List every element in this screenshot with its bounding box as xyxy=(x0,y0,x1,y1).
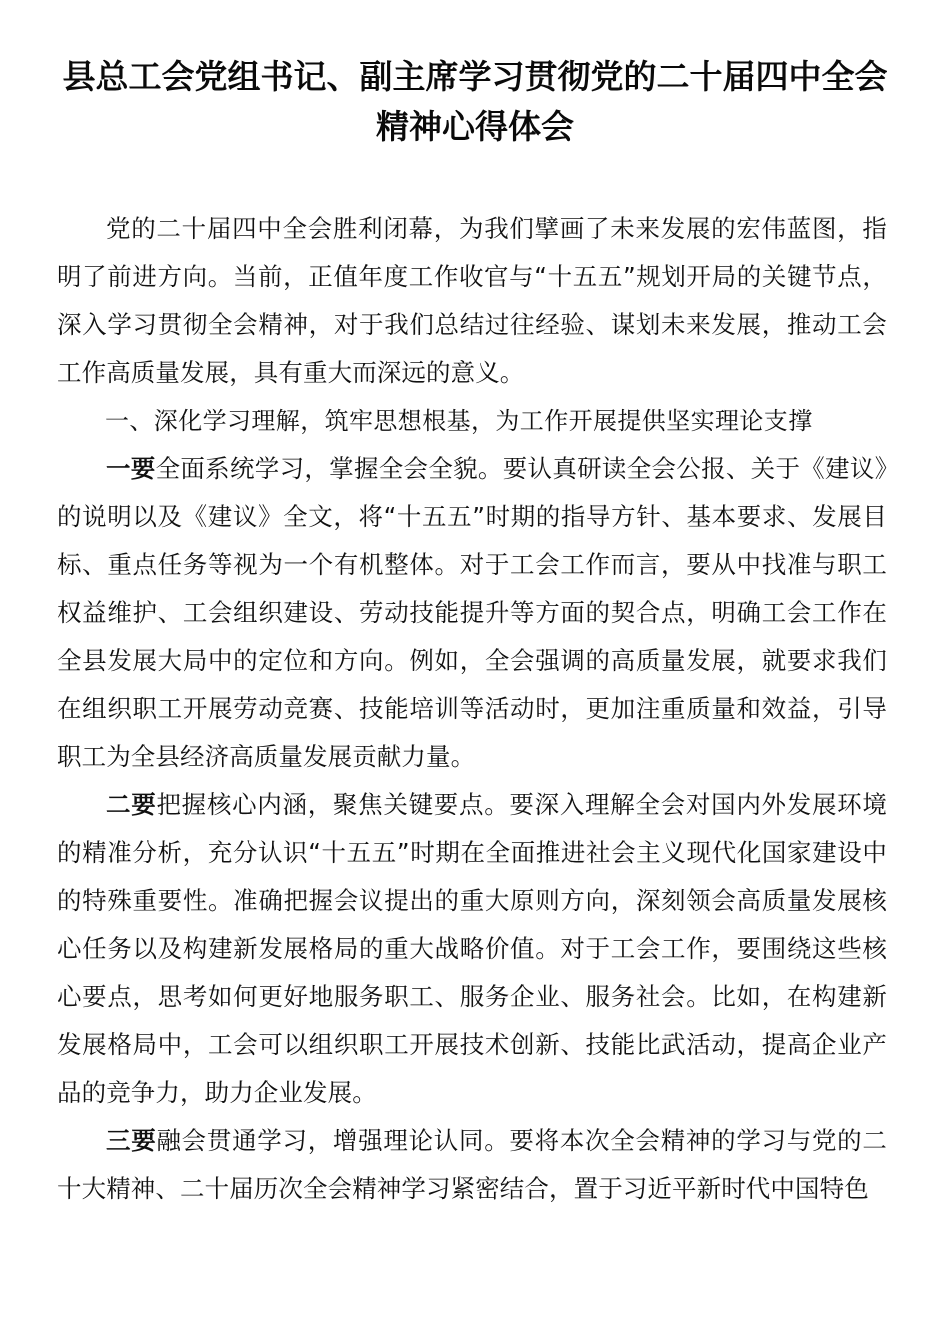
paragraph-point-2 xyxy=(57,781,887,1117)
document-body xyxy=(57,205,887,1213)
point-3-lead: 三要 xyxy=(106,1126,157,1155)
paragraph-opening: 党的二十届四中全会胜利闭幕，为我们擘画了未来发展的宏伟蓝图，指明了前进方向。当前，正值年度工作收官与“十五五”规划开局的关键节点，深入学习贯彻全会精神，对于我们总结过往经验、谋划未来发展，推动工会工作高质量发展，具有重大而深远的意义。 xyxy=(57,214,887,387)
point-2-lead: 二要 xyxy=(106,790,157,819)
section-heading-1: 一、深化学习理解，筑牢思想根基，为工作开展提供坚实理论支撑 xyxy=(105,407,813,435)
paragraph-point-3 xyxy=(57,1117,887,1213)
paragraph-point-1 xyxy=(57,445,887,781)
point-1-body: 全面系统学习，掌握全会全貌。要认真研读全会公报、关于《建议》的说明以及《建议》全文，将“十五五”时期的指导方针、基本要求、发展目标、重点任务等视为一个有机整体。对于工会工作而言，要从中找准与职工权益维护、工会组织建设、劳动技能提升等方面的契合点，明确工会工作在全县发展大局中的定位和方向。例如，全会强调的高质量发展，就要求我们在组织职工开展劳动竞赛、技能培训等活动时，更加注重质量和效益，引导职工为全县经济高质量发展贡献力量。 xyxy=(57,454,887,771)
point-2-body: 把握核心内涵，聚焦关键要点。要深入理解全会对国内外发展环境的精准分析，充分认识“十五五”时期在全面推进社会主义现代化国家建设中的特殊重要性。准确把握会议提出的重大原则方向，深刻领会高质量发展核心任务以及构建新发展格局的重大战略价值。对于工会工作，要围绕这些核心要点，思考如何更好地服务职工、服务企业、服务社会。比如，在构建新发展格局中，工会可以组织职工开展技术创新、技能比武活动，提高企业产品的竞争力，助力企业发展。 xyxy=(57,790,887,1107)
point-1-lead: 一要 xyxy=(106,454,156,483)
point-3-body: 融会贯通学习，增强理论认同。要将本次全会精神的学习与党的二十大精神、二十届历次全会精神学习紧密结合，置于习近平新时代中国特色 xyxy=(57,1126,887,1203)
page-title: 县总工会党组书记、副主席学习贯彻党的二十届四中全会精神心得体会 xyxy=(62,57,888,146)
